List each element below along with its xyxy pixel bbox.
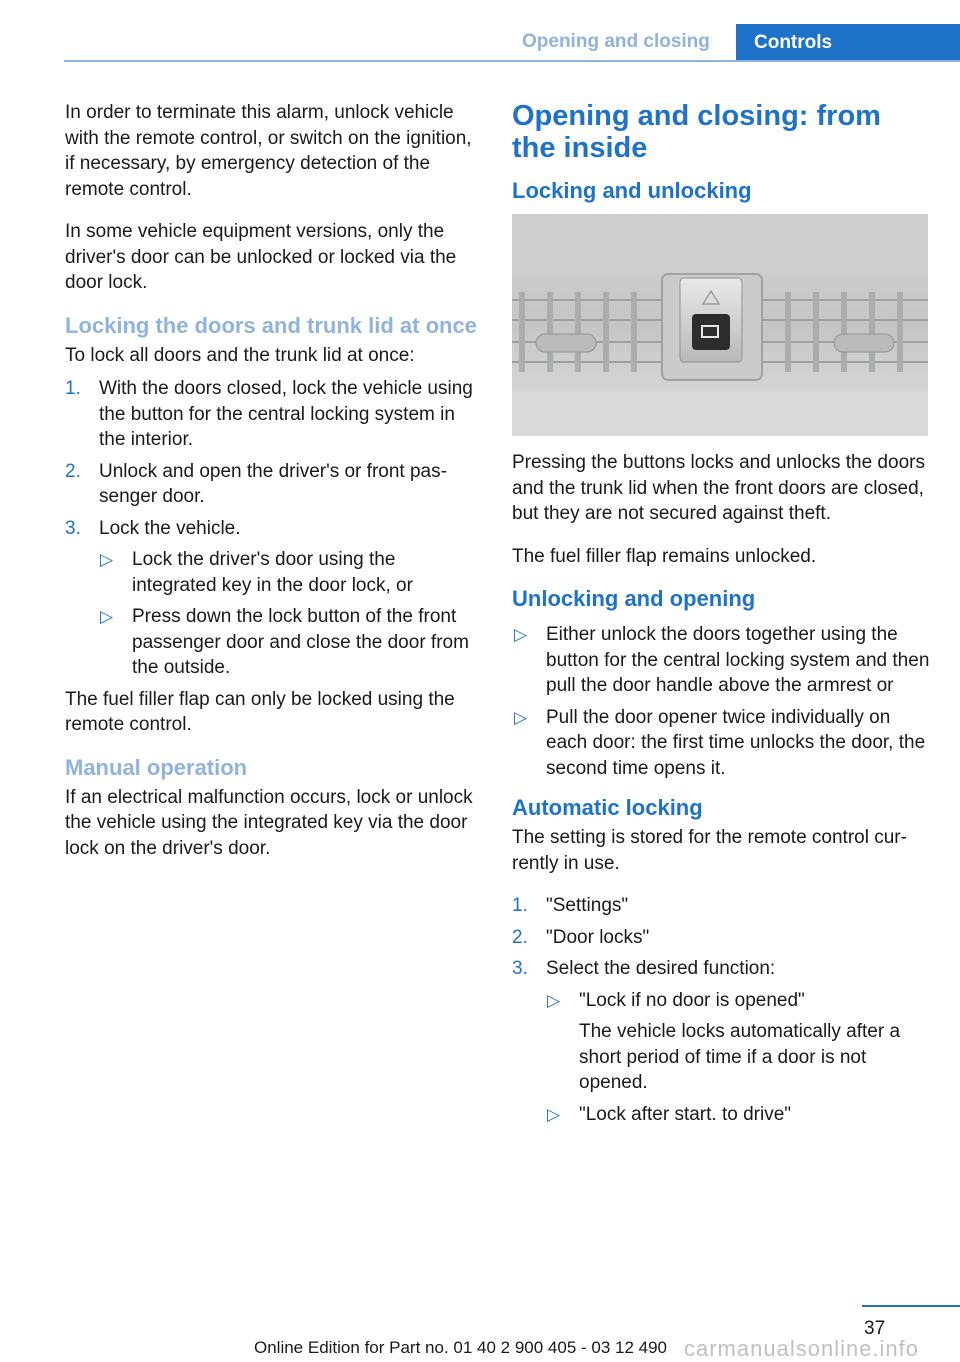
- triangle-bullet-icon: ▷: [547, 1104, 561, 1124]
- paragraph-setting-stored: The setting is stored for the remote control currently in use.: [512, 827, 907, 874]
- step-text: "Settings": [546, 895, 629, 916]
- unlocking-bullets: [512, 622, 930, 781]
- option-text: "Lock if no door is opened": [579, 989, 805, 1011]
- heading-automatic-locking: Automatic locking: [512, 795, 703, 820]
- heading-unlocking-opening: Unlocking and opening: [512, 586, 756, 611]
- paragraph-fuel-flap: The fuel filler flap can only be locked using the remote control.: [65, 688, 455, 735]
- page-number: 37: [864, 1318, 886, 1339]
- paragraph-fuel-flap-unlocked: The fuel filler flap remains unlocked.: [512, 545, 817, 567]
- triangle-bullet-icon: ▷: [100, 607, 114, 626]
- list-item: [98, 604, 483, 681]
- substep-text: Press down the lock button of the front passenger door and close the door from the outside.: [132, 606, 469, 678]
- list-item: [512, 622, 930, 699]
- auto-lock-options: [545, 988, 930, 1128]
- triangle-bullet-icon: ▷: [100, 550, 114, 569]
- right-column: [512, 100, 930, 1133]
- edition-footer: Online Edition for Part no. 01 40 2 900 405 - 03 12 490: [254, 1338, 668, 1357]
- step-number: 1.: [65, 378, 81, 399]
- left-column: [65, 100, 483, 878]
- paragraph-alarm: In order to terminate this alarm, unlock vehicle with the remote control, or switch on the ignition, if necessary, by emergency detection of the remote control.: [65, 102, 472, 200]
- list-item: [65, 516, 483, 542]
- triangle-bullet-icon: ▷: [514, 707, 528, 727]
- triangle-bullet-icon: ▷: [514, 625, 528, 644]
- paragraph-pressing-buttons: Pressing the buttons locks and unlocks the doors and the trunk lid when the front doors are closed, but they are not secured against theft.: [512, 452, 925, 524]
- bullet-text: Either unlock the doors together using the button for the central locking system and then pull the door handle above the armrest or: [546, 624, 930, 696]
- step-text: "Door locks": [546, 926, 650, 948]
- list-item: [512, 893, 930, 919]
- option-note: The vehicle locks automatically after a short period of time if a door is not opened.: [579, 1021, 901, 1093]
- step-number: 3.: [65, 517, 81, 539]
- footer-rule: [862, 1305, 960, 1307]
- paragraph-driver-door: In some vehicle equipment versions, only the driver's door can be unlocked or locked via the door lock.: [65, 221, 457, 293]
- heading-manual-operation: Manual operation: [65, 754, 248, 780]
- watermark: carmanualsonline.info: [684, 1336, 920, 1361]
- list-item: [65, 376, 483, 453]
- list-item: [545, 988, 930, 1096]
- step-text: Unlock and open the driver's or front passenger door.: [99, 460, 447, 507]
- option-text: "Lock after start. to drive": [579, 1103, 792, 1125]
- step-text: With the doors closed, lock the vehicle using the button for the central locking system in the interior.: [99, 378, 473, 450]
- list-item: [512, 956, 930, 982]
- step-text: Select the desired function:: [546, 958, 776, 979]
- list-item: [512, 705, 930, 782]
- list-item: [512, 925, 930, 951]
- running-header-section: Opening and closing: [522, 31, 710, 52]
- step-number: 2.: [65, 460, 81, 482]
- heading-locking-unlocking: Locking and unlocking: [512, 178, 752, 203]
- list-item: [545, 1102, 930, 1128]
- bullet-text: Pull the door opener twice individually on each door: the first time unlocks the door, the second time opens it.: [546, 706, 926, 779]
- running-header-tab-label: Controls: [754, 32, 833, 53]
- heading-lock-all: Locking the doors and trunk lid at once: [65, 312, 477, 338]
- paragraph-manual: If an electrical malfunction occurs, lock or unlock the vehicle using the integrated key via the door lock on the driver's door.: [65, 786, 473, 859]
- paragraph-lock-all-intro: To lock all doors and the trunk lid at once:: [65, 344, 415, 366]
- step-number: 1.: [512, 895, 528, 916]
- list-item: [98, 547, 483, 598]
- header-rule: [64, 60, 960, 62]
- lock-all-steps: [65, 376, 483, 541]
- step-number: 3.: [512, 958, 528, 979]
- heading-opening-closing-inside: Opening and closing: from the inside: [512, 100, 881, 164]
- step-number: 2.: [512, 926, 528, 948]
- auto-lock-steps: [512, 893, 930, 982]
- running-header-tab: [736, 24, 960, 62]
- substep-text: Lock the driver's door using the integrated key in the door lock, or: [132, 549, 413, 596]
- lock-substeps: [98, 547, 483, 681]
- central-locking-button-photo: [512, 214, 928, 436]
- triangle-bullet-icon: ▷: [547, 990, 561, 1010]
- step-text: Lock the vehicle.: [99, 517, 241, 539]
- list-item: [65, 459, 483, 510]
